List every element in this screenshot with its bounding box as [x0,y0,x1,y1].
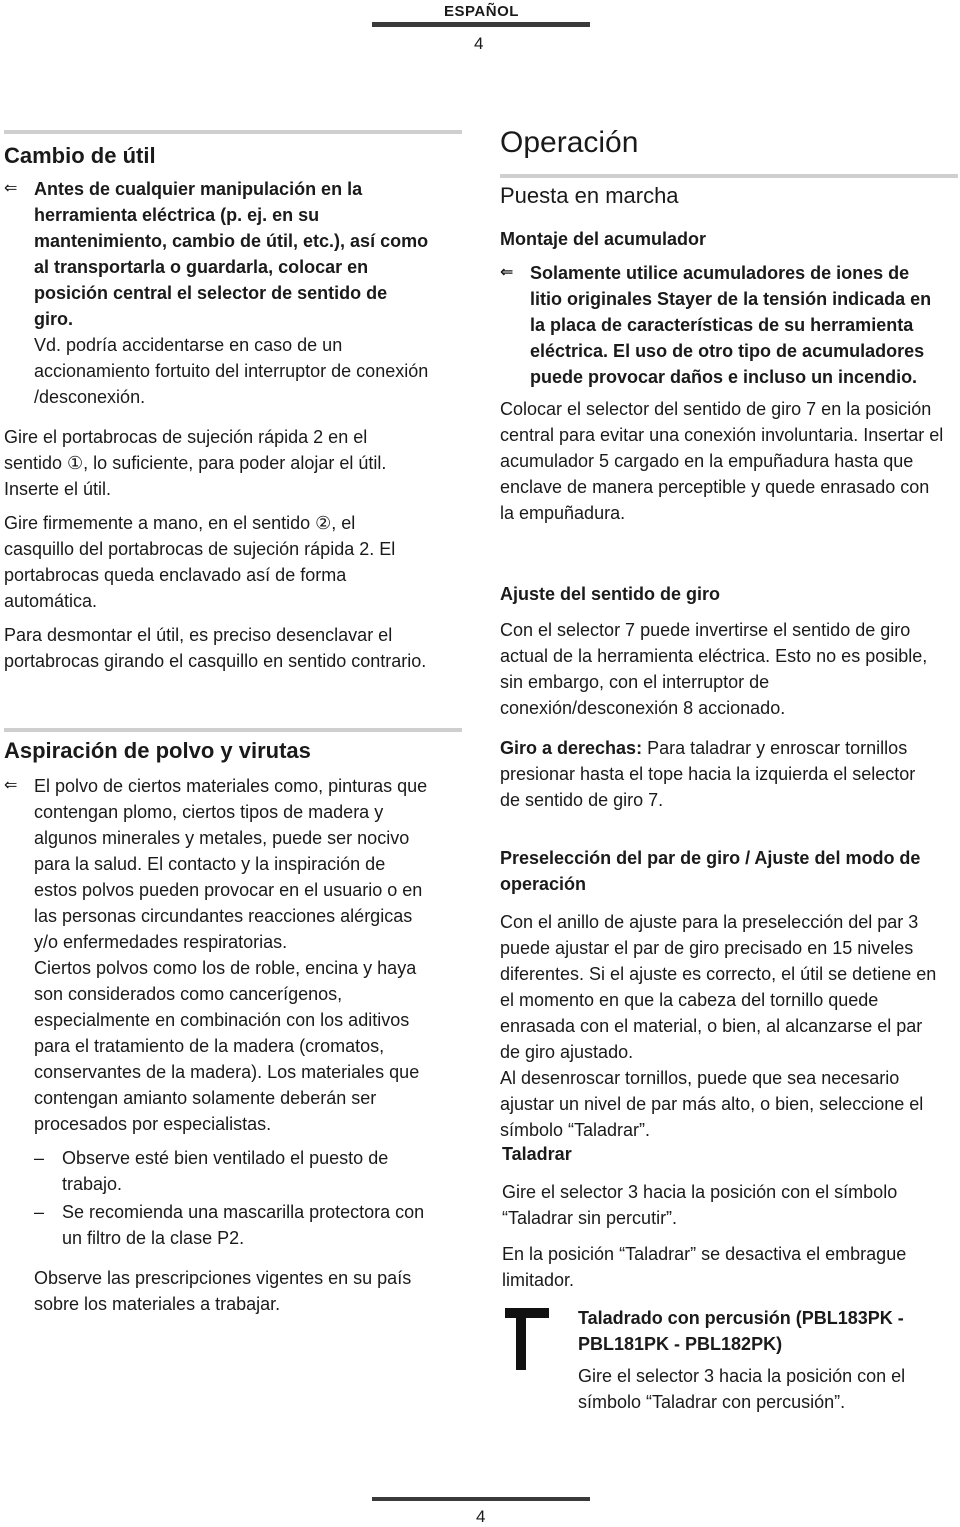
dash-bullet: – [34,1148,45,1168]
aspiracion-final: Observe las prescripciones vigentes en su país sobre los materiales a trabajar. [34,1268,412,1314]
section-title-cambio: Cambio de útil [4,143,156,168]
percusion-title: Taladrado con percusión (PBL183PK - PBL181PK - PBL182PK) [578,1308,904,1354]
arrow-icon: ⇐ [500,264,514,281]
aspiracion-body [4,773,429,1317]
hammer-drill-symbol-icon [505,1308,549,1370]
taladrar-paragraph-2: En la posición “Taladrar” se desactiva el embrague limitador. [502,1244,907,1290]
header-divider [372,22,590,27]
cambio-warning [4,176,429,410]
montaje-section [500,229,945,526]
section-rule [4,728,462,732]
preseleccion-section [500,845,940,1143]
aspiracion-warning-text: El polvo de ciertos materiales como, pinturas que contengan plomo, ciertos tipos de madera y algunos minerales y metales, puede ser nocivo para la salud. El contacto y la inspiración de estos polvos pueden provocar en el usuario o en las personas circundantes reacciones alérgicas y/o enfermedades respiratorias. [34,776,428,952]
cambio-warning-cont: Vd. podría accidentarse en caso de un accionamiento fortuito del interruptor de conexión /desconexión. [34,335,429,407]
preseleccion-paragraph-2: Al desenroscar tornillos, puede que sea necesario ajustar un nivel de par más alto, o bien, seleccione el símbolo “Taladrar”. [500,1068,924,1140]
cambio-paragraph-3: Para desmontar el útil, es preciso desenclavar el portabrocas girando el casquillo en sentido contrario. [4,625,427,671]
footer-divider [372,1497,590,1501]
ajuste-paragraph: Con el selector 7 puede invertirse el sentido de giro actual de la herramienta eléctrica. Esto no es posible, sin embargo, con el interruptor de conexión/desconexión 8 accionado. [500,620,928,718]
aspiracion-dash-2: Se recomienda una mascarilla protectora con un filtro de la clase P2. [62,1202,425,1248]
page-number-top: 4 [474,34,484,53]
preseleccion-paragraph-1: Con el anillo de ajuste para la preselección del par 3 puede ajustar el par de giro precisado en 15 niveles diferentes. Si el ajuste es correcto, el útil se detiene en el momento en que la cabeza del tornillo quede enrasada con el material, o bien, al alcanzarse el par de giro ajustado. [500,912,937,1062]
cambio-body [4,176,429,674]
arrow-icon: ⇐ [4,180,18,197]
arrow-icon: ⇐ [4,777,18,794]
section-rule [500,174,958,178]
page-number-bottom: 4 [476,1507,486,1526]
language-label: ESPAÑOL [444,3,519,20]
montaje-warning-text: Solamente utilice acumuladores de iones de litio originales Stayer de la tensión indicada en la placa de características de su herramienta eléctrica. El uso de otro tipo de acumuladores puede provocar daños e incluso un incendio. [530,263,932,387]
giro-label: Giro a derechas: [500,738,643,758]
montaje-paragraph: Colocar el selector del sentido de giro 7 en la posición central para evitar una conexión involuntaria. Insertar el acumulador 5 cargado en la empuñadura hasta que enclave de manera perceptible y quede enrasado con la empuñadura. [500,399,944,523]
section-title-aspiracion: Aspiración de polvo y virutas [4,738,311,763]
cambio-paragraph-1: Gire el portabrocas de sujeción rápida 2 en el sentido ①, lo suficiente, para poder alojar el útil. Inserte el útil. [4,427,387,499]
montaje-warning [500,260,945,390]
list-item [34,1199,429,1251]
cambio-paragraph-2: Gire firmemente a mano, en el sentido ②, el casquillo del portabrocas de sujeción rápida 2. El portabrocas queda enclavado así de forma automática. [4,513,396,611]
aspiracion-dash-1: Observe esté bien ventilado el puesto de trabajo. [62,1148,389,1194]
taladrar-paragraph-1: Gire el selector 3 hacia la posición con el símbolo “Taladrar sin percutir”. [502,1182,898,1228]
giro-derechas [500,735,930,813]
taladrar-section [502,1144,942,1293]
list-item [34,1145,429,1197]
ajuste-title: Ajuste del sentido de giro [500,584,721,604]
montaje-title: Montaje del acumulador [500,229,707,249]
section-subtitle: Puesta en marcha [500,183,679,208]
percusion-paragraph: Gire el selector 3 hacia la posición con el símbolo “Taladrar con percusión”. [578,1366,906,1412]
dash-bullet: – [34,1202,45,1222]
section-rule [4,130,462,134]
taladrar-title: Taladrar [502,1144,572,1164]
page-title: Operación [500,126,639,159]
percusion-section [578,1305,950,1415]
preseleccion-title: Preselección del par de giro / Ajuste del modo de operación [500,848,921,894]
aspiracion-warning [4,773,429,1317]
aspiracion-warning-2: Ciertos polvos como los de roble, encina y haya son considerados como cancerígenos, especialmente en combinación con los aditivos para el tratamiento de la madera (cromatos, conservantes de la madera). Los materiales que contengan amianto solamente deberán ser procesados por especialistas. [34,958,420,1134]
ajuste-section [500,584,930,813]
giro-text: Para taladrar y enroscar tornillos presionar hasta el tope hacia la izquierda el selector de sentido de giro 7. [500,738,916,810]
cambio-warning-text: Antes de cualquier manipulación en la herramienta eléctrica (p. ej. en su mantenimiento, cambio de útil, etc.), así como al transportarla o guardarla, colocar en posición central el selector de sentido de giro. [34,179,429,329]
